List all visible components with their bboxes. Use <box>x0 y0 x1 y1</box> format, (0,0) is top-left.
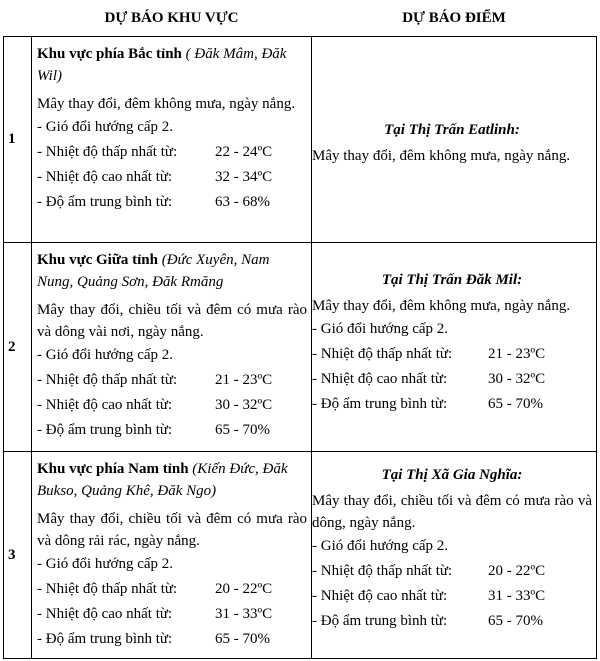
point-forecast <box>312 243 597 452</box>
row-number: 2 <box>4 243 32 452</box>
point-forecast <box>312 452 597 659</box>
area-wind: - Gió đổi hướng cấp 2. <box>37 347 174 363</box>
point-title: Tại Thị Trấn Eatlinh: <box>384 121 520 138</box>
area-description: Mây thay đổi, chiều tối và đêm có mưa rào và dông vài nơi, ngày nắng. <box>37 302 307 340</box>
area-tmin: - Nhiệt độ thấp nhất từ: 22 - 24ºC <box>37 144 273 160</box>
header-row <box>4 0 597 37</box>
area-tmin: - Nhiệt độ thấp nhất từ: 21 - 23ºC <box>37 372 273 388</box>
area-forecast <box>32 37 312 243</box>
forecast-row-2 <box>4 243 597 452</box>
point-tmax: - Nhiệt độ cao nhất từ: 31 - 33ºC <box>312 588 546 604</box>
area-forecast <box>32 452 312 659</box>
area-title: Khu vực phía Nam tỉnh (Kiến Đức, Đăk Bukso, Quảng Khê, Đăk Ngo) <box>37 461 288 499</box>
point-description: Mây thay đổi, chiều tối và đêm có mưa rào và dông, ngày nắng. <box>312 493 592 531</box>
area-tmax: - Nhiệt độ cao nhất từ: 30 - 32ºC <box>37 397 273 413</box>
forecast-table <box>3 0 597 659</box>
header-spacer <box>4 0 32 37</box>
header-area: DỰ BÁO KHU VỰC <box>104 9 239 26</box>
area-tmax: - Nhiệt độ cao nhất từ: 32 - 34ºC <box>37 169 273 185</box>
point-tmin: - Nhiệt độ thấp nhất từ: 20 - 22ºC <box>312 563 546 579</box>
point-tmin: - Nhiệt độ thấp nhất từ: 21 - 23ºC <box>312 346 546 362</box>
forecast-row-1 <box>4 37 597 243</box>
point-forecast <box>312 37 597 243</box>
area-wind: - Gió đổi hướng cấp 2. <box>37 119 174 135</box>
row-number: 3 <box>4 452 32 659</box>
area-humidity: - Độ ẩm trung bình từ: 65 - 70% <box>37 631 270 647</box>
point-wind: - Gió đổi hướng cấp 2. <box>312 538 449 554</box>
header-point: DỰ BÁO ĐIỂM <box>402 9 506 26</box>
forecast-row-3 <box>4 452 597 659</box>
area-wind: - Gió đổi hướng cấp 2. <box>37 556 174 572</box>
point-wind: - Gió đổi hướng cấp 2. <box>312 321 449 337</box>
area-humidity: - Độ ẩm trung bình từ: 63 - 68% <box>37 194 270 210</box>
point-description: Mây thay đổi, đêm không mưa, ngày nắng. <box>312 147 571 164</box>
point-title: Tại Thị Xã Gia Nghĩa: <box>381 467 523 483</box>
area-humidity: - Độ ẩm trung bình từ: 65 - 70% <box>37 422 270 438</box>
row-number: 1 <box>4 37 32 243</box>
area-description: Mây thay đổi, chiều tối và đêm có mưa rào và dông rải rác, ngày nắng. <box>37 511 307 549</box>
point-tmax: - Nhiệt độ cao nhất từ: 30 - 32ºC <box>312 371 546 387</box>
area-title: Khu vực Giữa tỉnh (Đức Xuyên, Nam Nung, Quảng Sơn, Đăk Rmăng <box>37 252 270 290</box>
point-humidity: - Độ ẩm trung bình từ: 65 - 70% <box>312 396 543 412</box>
point-description: Mây thay đổi, đêm không mưa, ngày nắng. <box>312 298 571 314</box>
area-title: Khu vực phía Bắc tỉnh ( Đăk Mâm, Đăk Wil) <box>37 46 287 84</box>
area-tmin: - Nhiệt độ thấp nhất từ: 20 - 22ºC <box>37 581 273 597</box>
point-humidity: - Độ ẩm trung bình từ: 65 - 70% <box>312 613 543 629</box>
point-title: Tại Thị Trấn Đăk Mil: <box>381 272 523 288</box>
area-forecast <box>32 243 312 452</box>
area-tmax: - Nhiệt độ cao nhất từ: 31 - 33ºC <box>37 606 273 622</box>
area-description: Mây thay đổi, đêm không mưa, ngày nắng. <box>37 96 296 112</box>
